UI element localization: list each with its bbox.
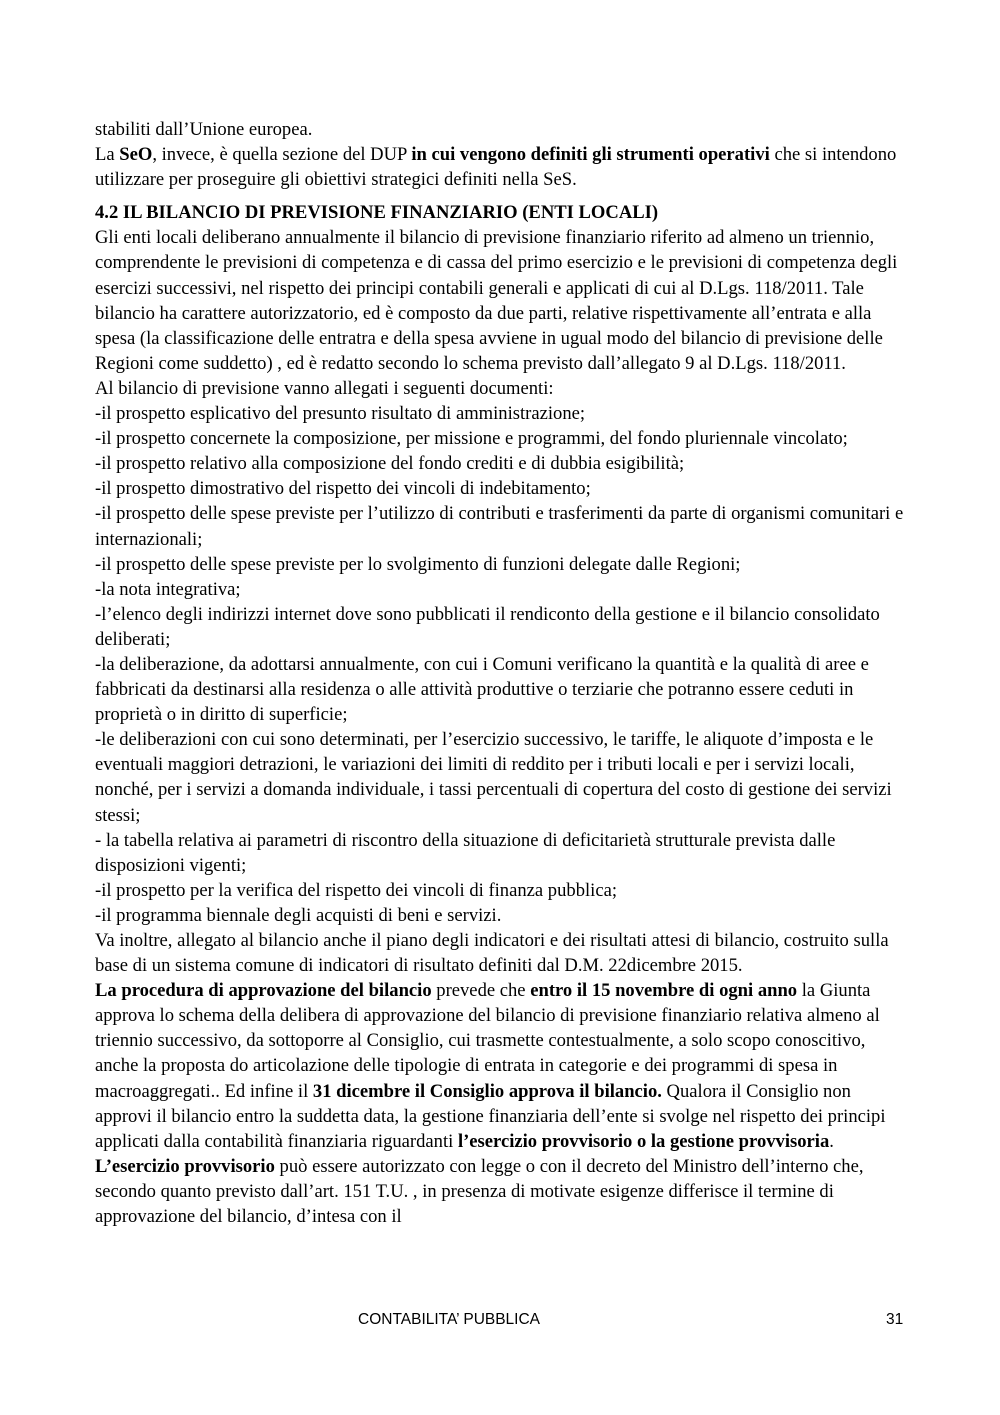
text-run-bold: l’esercizio provvisorio o la gestione provvisoria [457,1130,830,1152]
text-run-bold: L’esercizio provvisorio [95,1155,275,1177]
paragraph-intro: stabiliti dall’Unione europea. [95,119,313,140]
list-item: -il prospetto concernete la composizione, per missione e programmi, del fondo pluriennale vincolato; [95,428,848,450]
list-item: -il programma biennale degli acquisti di beni e servizi. [95,904,502,926]
paragraph-seo [95,142,905,192]
text-run: La [95,144,120,166]
text-run: . [829,1130,834,1152]
text-run: la Giunta approva lo schema della delibera di approvazione del bilancio di previsione finanziario relativa almeno al triennio successivo, da sottoporre al Consiglio, cui trasmette contestualmente, a solo scopo conoscitivo, anche la proposta do articolazione delle tipologie di entrata in categorie e dei programmi di spesa in macroaggregati.. Ed infine il [95,980,880,1102]
text-run-bold: in cui vengono definiti gli strumenti operativi [411,144,770,166]
document-body [95,117,905,1229]
text-run-bold: entro il 15 novembre di ogni anno [530,980,798,1002]
footer-title: CONTABILITA’ PUBBLICA [358,1311,541,1328]
list-item: -la nota integrativa; [95,578,241,600]
paragraph-indicatori: Va inoltre, allegato al bilancio anche il piano degli indicatori e dei risultati attesi di bilancio, costruito sulla base di un sistema comune di indicatori di risultato definiti dal D.M. 22dicembre 2015. [95,930,889,977]
list-item: -il prospetto relativo alla composizione del fondo crediti e di dubbia esigibilità; [95,453,685,475]
list-item: -il prospetto per la verifica del rispetto dei vincoli di finanza pubblica; [95,879,617,901]
list-item: -la deliberazione, da adottarsi annualmente, con cui i Comuni verificano la quantità e la qualità di aree e fabbricati da destinarsi alla residenza o alle attività produttive o terziarie che potranno essere ceduti in proprietà o in diritto di superficie; [95,653,869,726]
paragraph-bilancio: Gli enti locali deliberano annualmente il bilancio di previsione finanziario riferito ad almeno un triennio, comprendente le previsioni di competenza e di cassa del primo esercizio e le previsioni di competenza degli esercizi successivi, nel rispetto dei principi contabili generali e applicati di cui al D.Lgs. 118/2011. Tale bilancio ha carattere autorizzatorio, ed è composto da due parti, relative rispettivamente all’entrata e alla spesa (la classificazione delle entratra e della spesa avviene in ugual modo del bilancio di previsione delle Regioni come suddetto) , ed è redatto secondo lo schema previsto dall’allegato 9 al D.Lgs. 118/2011. [95,227,898,374]
paragraph-allegati-intro: Al bilancio di previsione vanno allegati i seguenti documenti: [95,377,554,399]
list-item: -il prospetto delle spese previste per l’utilizzo di contributi e trasferimenti da parte di organismi comunitari e internazionali; [95,503,904,550]
text-run: può essere autorizzato con legge o con il decreto del Ministro dell’interno che, secondo quanto previsto dall’art. 151 T.U. , in presenza di motivate esigenze differisce il termine di approvazione del bilancio, d’intesa con il [95,1155,864,1228]
text-run: , invece, è quella sezione del DUP [152,144,412,166]
page-number: 31 [886,1311,904,1328]
list-item: -il prospetto delle spese previste per lo svolgimento di funzioni delegate dalle Regioni; [95,553,741,575]
list-item: - la tabella relativa ai parametri di riscontro della situazione di deficitarietà strutturale prevista dalle disposizioni vigenti; [95,829,836,876]
list-item: -l’elenco degli indirizzi internet dove sono pubblicati il rendiconto della gestione e il bilancio consolidato deliberati; [95,603,880,650]
list-item: -il prospetto esplicativo del presunto risultato di amministrazione; [95,403,586,425]
paragraph-procedura [95,978,905,1229]
list-item: -il prospetto dimostrativo del rispetto dei vincoli di indebitamento; [95,478,591,500]
page-footer [0,1311,1000,1335]
text-run-bold: 31 dicembre il Consiglio approva il bilancio. [312,1080,662,1102]
text-run: prevede che [431,980,531,1002]
section-heading: 4.2 IL BILANCIO DI PREVISIONE FINANZIARIO (ENTI LOCALI) [95,202,659,224]
text-run: Qualora il Consiglio non approvi il bilancio entro la suddetta data, la gestione finanziaria dell’ente si svolge nel rispetto dei principi applicati dalla contabilità finanziaria riguardanti [95,1080,886,1152]
text-run: che si intendono utilizzare per proseguire gli obiettivi strategici definiti nella SeS. [95,144,897,191]
text-run-bold: SeO [119,144,153,166]
text-run-bold: La procedura di approvazione del bilancio [95,980,432,1002]
list-item: -le deliberazioni con cui sono determinati, per l’esercizio successivo, le tariffe, le aliquote d’imposta e le eventuali maggiori detrazioni, le variazioni dei limiti di reddito per i tributi locali e per i servizi locali, nonché, per i servizi a domanda individuale, i tassi percentuali di copertura del costo di gestione dei servizi stessi; [95,729,892,826]
